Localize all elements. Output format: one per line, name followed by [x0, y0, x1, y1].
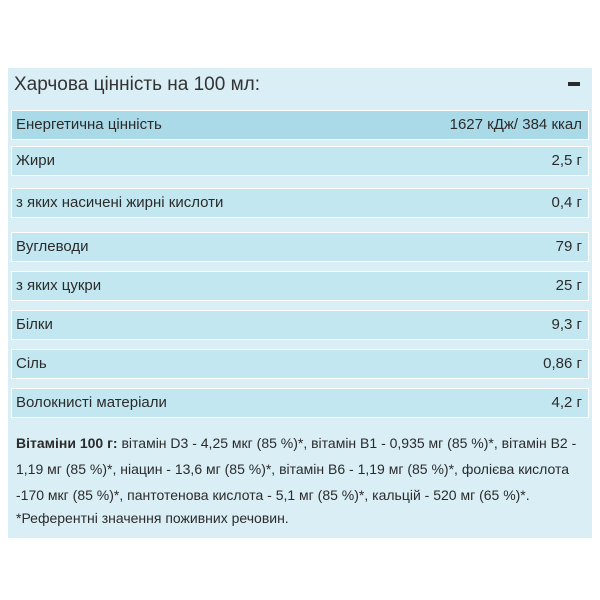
nutrition-header[interactable] [8, 68, 592, 104]
nutrition-panel [8, 68, 592, 538]
row-value: 4,2 г [551, 394, 582, 411]
table-row [11, 110, 589, 140]
row-value: 79 г [555, 238, 582, 255]
row-value: 9,3 г [551, 316, 582, 333]
row-value: 2,5 г [551, 152, 582, 169]
row-value: 25 г [555, 277, 582, 294]
table-row [11, 310, 589, 340]
table-row [11, 232, 589, 262]
row-label: Енергетична цінність [16, 116, 162, 133]
minus-icon[interactable] [568, 82, 580, 86]
table-row [11, 349, 589, 379]
row-label: Вуглеводи [16, 238, 89, 255]
vitamins-text [16, 430, 586, 508]
row-label: з яких насичені жирні кислоти [16, 194, 224, 211]
row-label: Жири [16, 152, 55, 169]
nutrition-title: Харчова цінність на 100 мл: [14, 74, 261, 95]
row-value: 0,4 г [551, 194, 582, 211]
row-label: з яких цукри [16, 277, 102, 294]
table-row [11, 388, 589, 418]
row-value: 0,86 г [543, 355, 582, 372]
footnote: *Референтні значення поживних речовин. [16, 510, 289, 526]
table-row [11, 271, 589, 301]
row-value: 1627 кДж/ 384 ккал [449, 116, 582, 133]
row-label: Білки [16, 316, 53, 333]
table-row [11, 188, 589, 218]
row-label: Сіль [16, 355, 47, 372]
row-label: Волокнисті матеріали [16, 394, 167, 411]
vitamins-heading: Вітаміни 100 г: [16, 435, 118, 451]
vitamins-list: вітамін D3 - 4,25 мкг (85 %)*, вітамін B1 - 0,935 мг (85 %)*, вітамін B2 - 1,19 мг (85 %)*, ніацин - 13,6 мг (85 %)*, вітамін B6 - 1,19 мг (85 %)*, фолієва кислота -170 мкг (85 %)*, пантотенова кислота - 5,1 мг (85 %)*, кальцій - 520 мг (65 %)*. [16, 435, 577, 503]
table-row [11, 146, 589, 176]
